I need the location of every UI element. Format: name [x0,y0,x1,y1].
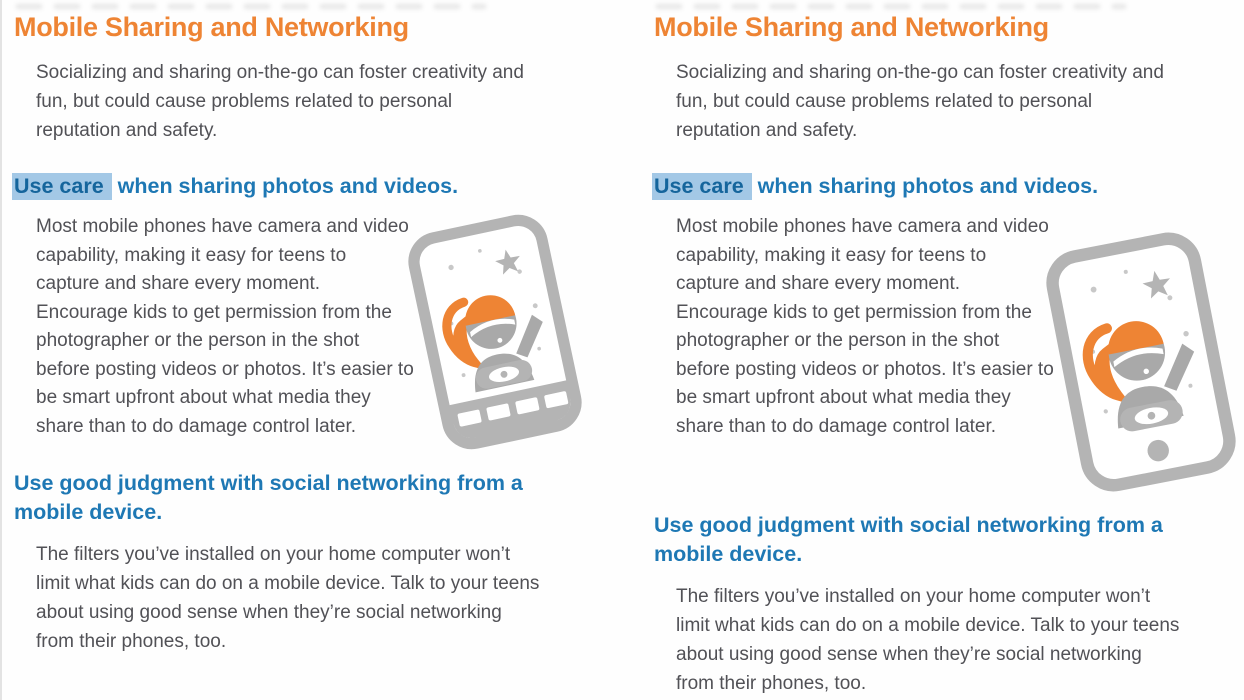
subheading-good-judgment: Use good judgment with social networking from a mobile device. [14,471,523,524]
phone-illustration [401,208,590,456]
photos-section [654,213,1244,485]
column-right [622,0,1244,700]
subheading-use-care [654,172,1244,201]
intro-paragraph: Socializing and sharing on-the-go can foster creativity and fun, but could cause problems related to personal reputation and safety. [676,62,1164,141]
cut-off-text-remnant [656,4,1126,9]
subheading-good-judgment: Use good judgment with social networking from a mobile device. [654,513,1163,566]
subheading-rest: when sharing photos and videos. [111,174,459,198]
judgment-body-paragraph: The filters you’ve installed on your home computer won’t limit what kids can do on a mobile device. Talk to your teens about using good sense when they’re social networking from their phones, too. [676,586,1180,694]
photos-body-paragraph: Most mobile phones have camera and video capability, making it easy for teens to capture and share every moment. Encourage kids to get permission from the photographer or the person in the shot before posting videos or photos. It’s easier to be smart upfront about what media they share than to do damage control later. [676,216,1054,437]
highlighted-text: Use care [652,173,752,200]
photos-body-paragraph: Most mobile phones have camera and video capability, making it easy for teens to capture and share every moment. Encourage kids to get permission from the photographer or the person in the shot before posting videos or photos. It’s easier to be smart upfront about what media they share than to do damage control later. [36,216,414,437]
phone-illustration [1040,226,1242,498]
page-title: Mobile Sharing and Networking [14,12,409,42]
subheading-use-care [14,172,622,201]
photos-section [14,213,622,443]
subheading-rest: when sharing photos and videos. [751,174,1099,198]
phone-icon [1040,226,1242,498]
judgment-body-paragraph: The filters you’ve installed on your home computer won’t limit what kids can do on a mobile device. Talk to your teens about using good sense when they’re social networking from their phones, too. [36,544,540,652]
intro-paragraph: Socializing and sharing on-the-go can foster creativity and fun, but could cause problems related to personal reputation and safety. [36,62,524,141]
page-title: Mobile Sharing and Networking [654,12,1049,42]
phone-icon [401,208,590,456]
cut-off-text-remnant [16,4,486,9]
highlighted-text: Use care [12,173,112,200]
